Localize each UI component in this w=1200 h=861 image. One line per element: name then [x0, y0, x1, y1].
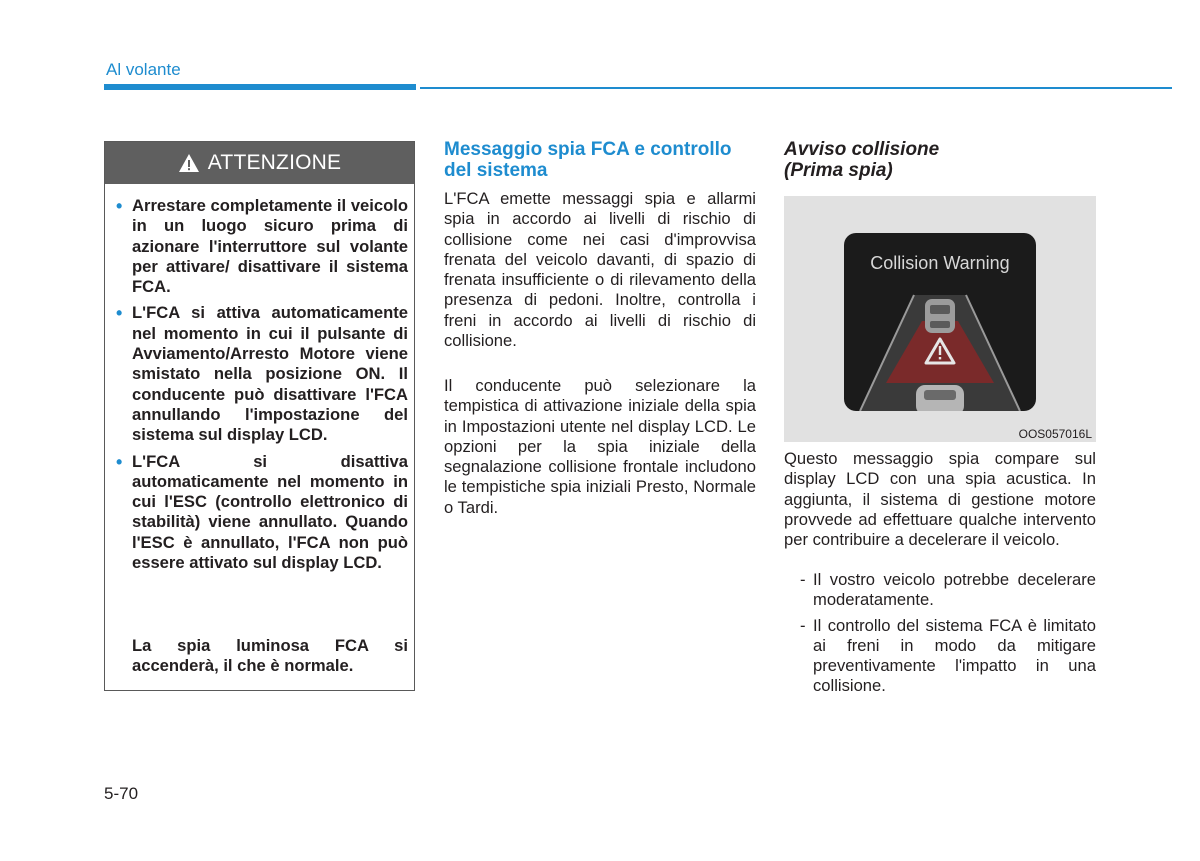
warning-box — [104, 141, 415, 691]
display-title: Collision Warning — [870, 253, 1010, 273]
warning-item-text: Arrestare completamente il veicolo in un luogo sicuro prima di azionare l'interruttore sul volante per attivare/ disattivare il sistema FCA. — [132, 196, 408, 297]
warning-item-text: L'FCA si attiva automaticamente nel momento in cui il pulsante di Avviamento/Arresto Motore viene smistato nella posizione ON. Il conducente può disattivare l'FCA annullando l'impostazione del sistema sul display LCD. — [132, 303, 408, 445]
dash-list-item-text: Il vostro veicolo potrebbe decelerare moderatamente. — [813, 570, 1096, 610]
warning-list — [116, 196, 408, 579]
collision-warning-figure — [784, 196, 1096, 442]
header-rule-thick — [104, 84, 416, 90]
bullet-icon: • — [116, 451, 123, 472]
subsection-heading-line: Avviso collisione — [784, 139, 940, 160]
dash-list — [784, 570, 1096, 702]
header-rule-thin — [420, 87, 1172, 89]
body-paragraph: Questo messaggio spia compare sul display LCD con una spia acustica. In aggiunta, il sistema di gestione motore provvede ad effettuare qualche intervento per contribuire a decelerare il veicolo. — [784, 449, 1096, 550]
warning-item — [116, 303, 408, 445]
warning-title: ATTENZIONE — [207, 151, 342, 174]
dash-list-item — [784, 570, 1096, 611]
dash-list-item-text: Il controllo del sistema FCA è limitato ai freni in modo da mitigare preventivamente l'impatto in una collisione. — [813, 615, 1096, 696]
cluster-display — [844, 233, 1036, 411]
warning-header — [105, 142, 414, 184]
figure-code: OOS057016L — [1018, 427, 1092, 441]
page-number: 5-70 — [104, 784, 139, 803]
warning-triangle-icon — [178, 153, 200, 173]
bullet-icon: • — [116, 303, 123, 324]
warning-item — [116, 196, 408, 297]
collision-scene-icon — [844, 233, 1036, 411]
body-paragraph: Il conducente può selezionare la tempistica di attivazione iniziale della spia in Impostazioni utente nel display LCD. Le opzioni per la spia iniziale della segnalazione collisione frontale includono le tempistiche spia iniziali Presto, Normale o Tardi. — [444, 376, 756, 517]
section-title: Al volante — [106, 60, 181, 79]
dash-list-item — [784, 616, 1096, 697]
warning-item-text: L'FCA si disattiva automaticamente nel momento in cui l'ESC (controllo elettronico di stabilità) viene annullato. Quando l'ESC è annullato, l'FCA non può essere attivato sul display LCD. — [132, 451, 408, 573]
dash-icon: - — [800, 570, 806, 589]
warning-item — [116, 452, 408, 574]
dash-icon: - — [800, 615, 806, 635]
subsection-heading — [784, 139, 1084, 181]
body-paragraph: L'FCA emette messaggi spia e allarmi spia in accordo ai livelli di rischio di collisione come nei casi d'improvvisa frenata del veicolo davanti, di spazio di frenata insufficiente o di rilevamento della presenza di pedoni. Inoltre, controlla i freni in accordo ai livelli di rischio di collisione. — [444, 189, 756, 351]
subsection-heading-line: (Prima spia) — [784, 160, 893, 181]
warning-note: La spia luminosa FCA si accenderà, il che è normale. — [132, 636, 408, 676]
bullet-icon: • — [116, 196, 123, 216]
section-heading-fca-messages: Messaggio spia FCA e controllo del sistema — [444, 139, 732, 181]
